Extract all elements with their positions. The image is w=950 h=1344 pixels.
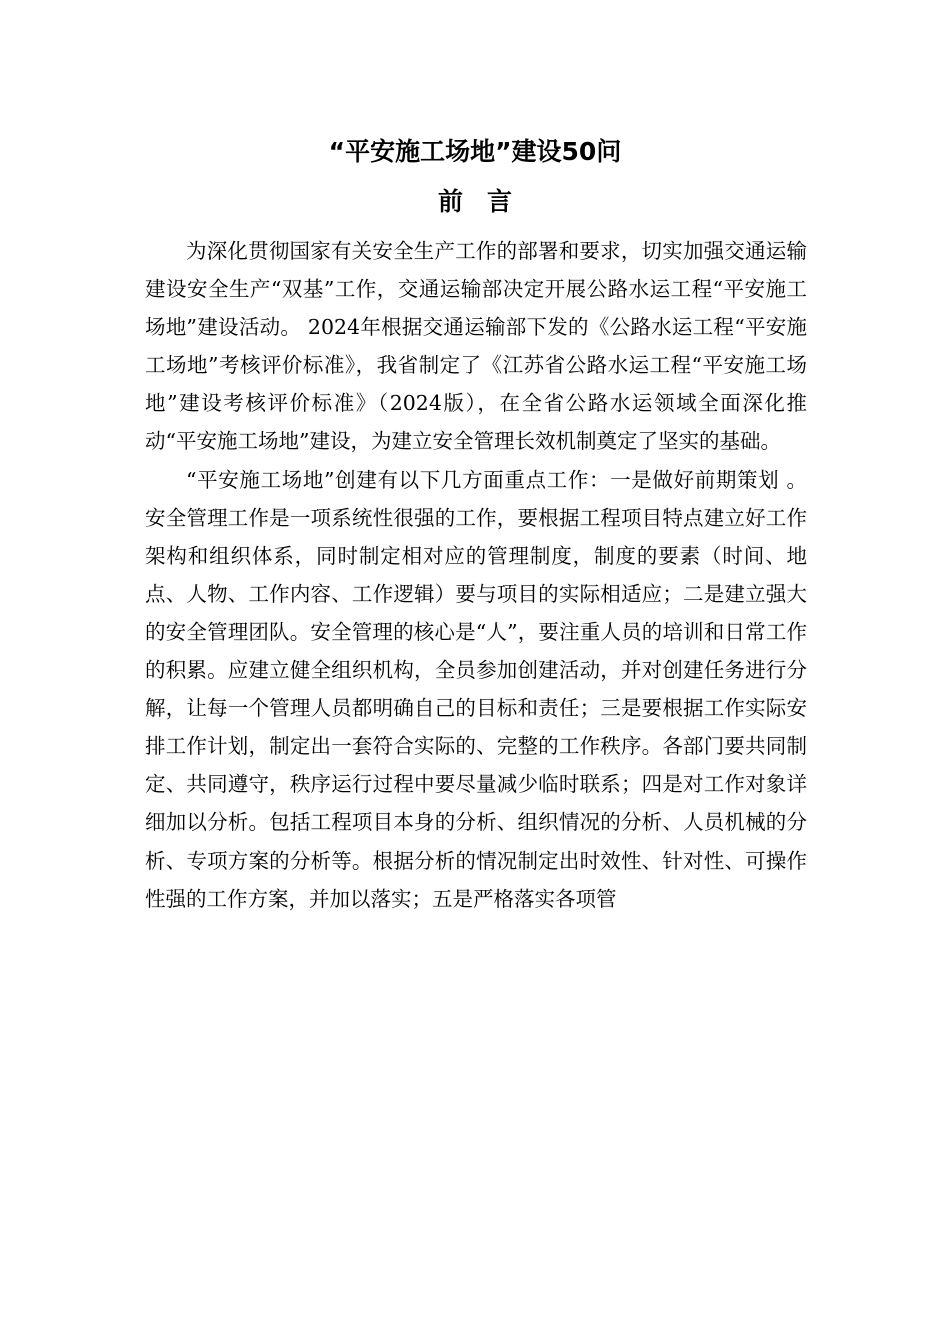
document-body: [145, 232, 807, 918]
paragraph: 为深化贯彻国家有关安全生产工作的部署和要求，切实加强交通运输建设安全生产“双基”工作，交通运输部决定开展公路水运工程“平安施工场地”建设活动。 2024年根据交通运输部下发的《公路水运工程“平安施工场地”考核评价标准》，我省制定了《江苏省公路水运工程“平安施工场地”建设考核评价标准》（2024版），在全省公路水运领域全面深化推动“平安施工场地”建设，为建立安全管理长效机制奠定了坚实的基础。: [145, 239, 807, 454]
document-title: “平安施工场地”建设50问: [328, 137, 622, 166]
paragraph: “平安施工场地”创建有以下几方面重点工作：一是做好前期策划 。安全管理工作是一项系统性很强的工作，要根据工程项目特点建立好工作架构和组织体系，同时制定相对应的管理制度，制度的要素（时间、地点、人物、工作内容、工作逻辑）要与项目的实际相适应；二是建立强大的安全管理团队。安全管理的核心是“人”，要注重人员的培训和日常工作的积累。应建立健全组织机构，全员参加创建活动，并对创建任务进行分解，让每一个管理人员都明确自己的目标和责任；三是要根据工作实际安排工作计划，制定出一套符合实际的、完整的工作秩序。各部门要共同制定、共同遵守，秩序运行过程中要尽量减少临时联系；四是对工作对象详细加以分析。包括工程项目本身的分析、组织情况的分析、人员机械的分析、专项方案的分析等。根据分析的情况制定出时效性、针对性、可操作性强的工作方案，并加以落实；五是严格落实各项管: [145, 467, 807, 911]
section-heading: 前言: [437, 187, 536, 216]
